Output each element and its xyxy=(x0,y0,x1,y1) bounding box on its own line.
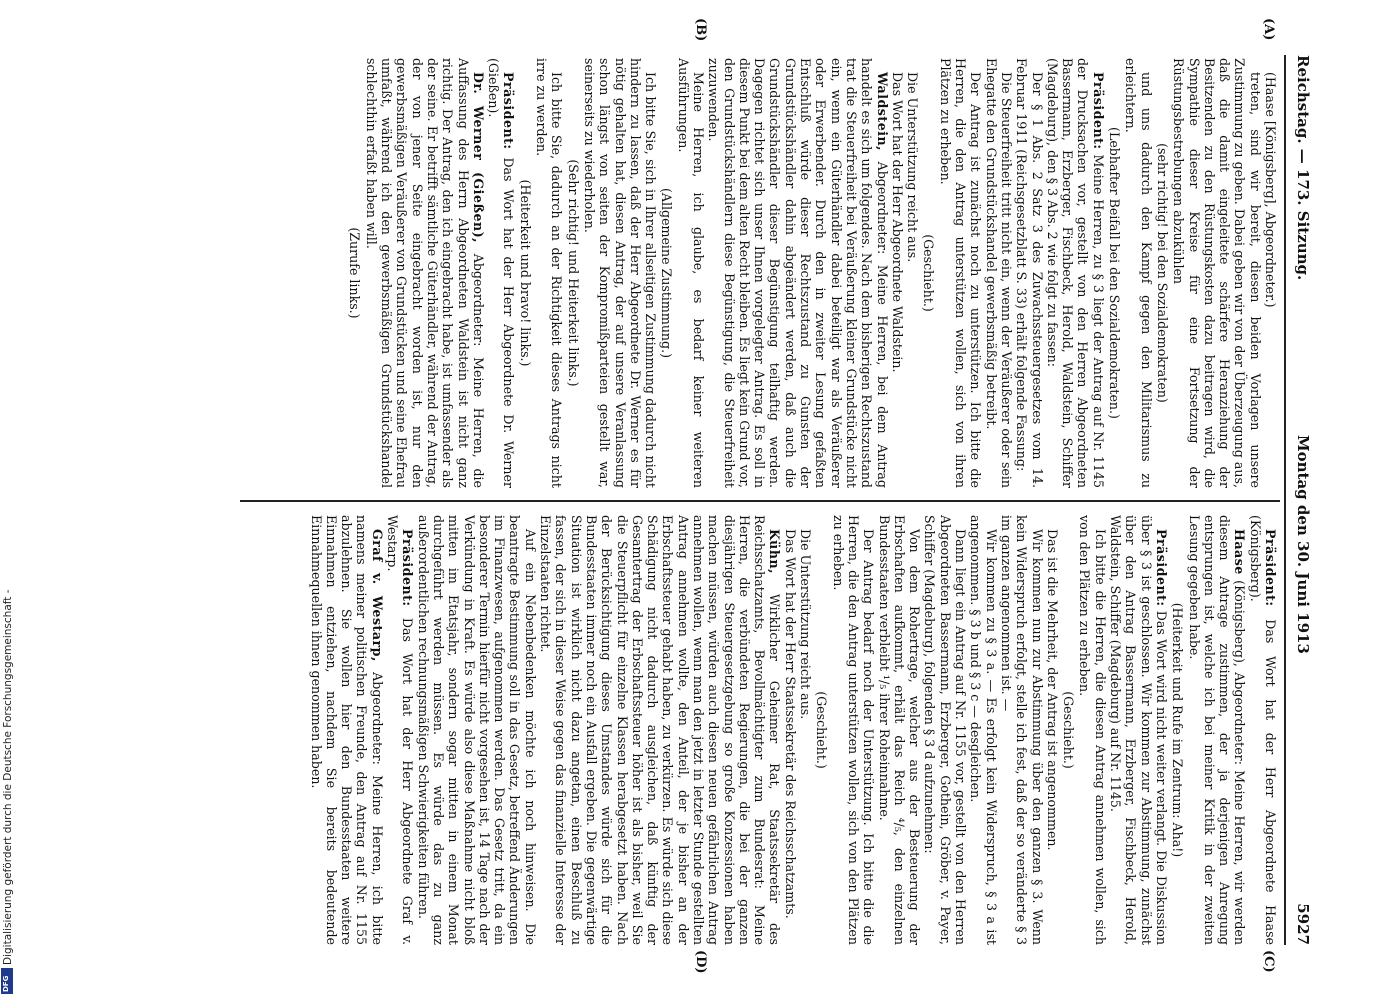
paragraph-text: Meine Herren, ich glaube, es bedarf keiner weiteren Ausführungen. xyxy=(675,58,707,488)
paragraph-text: (Lebhafter Beifall bei den Sozialdemokraten.) xyxy=(1107,127,1123,419)
paragraph xyxy=(385,515,416,945)
paragraph xyxy=(968,515,999,945)
paragraph-text: Dann liegt ein Antrag auf Nr. 1155 vor, gestellt von den Herren Abgeordneten Bassermann, Erzberger, Gothein, Gröber, v. Payer, Schiffer (Magdeburg), folgenden § 3 d aufzunehmen: xyxy=(922,515,969,945)
stage-direction xyxy=(347,58,362,488)
margin-mark-c: (C) xyxy=(1261,950,1276,973)
paragraph-text: (Geschieht.) xyxy=(1061,691,1077,769)
paragraph-text: Die Unterstützung reicht aus. xyxy=(798,529,814,720)
paragraph-text: (Heiterkeit und Rufe im Zentrum: Aha!) xyxy=(1170,602,1186,858)
paragraph-text: Von dem Rohertrage, welcher aus der Besteuerung der Erbschaften aufkommt, erhält das Reich ⁴/₅, den einzelnen Bundesstaaten verbleibt ¹/₅ ihrer Roheinnahme. xyxy=(876,515,923,945)
paragraph xyxy=(830,515,876,945)
paragraph xyxy=(983,58,1014,488)
paragraph-text: Die Steuerfreiheit tritt nicht ein, wenn der Veräußerer oder sein Ehegatte den Grundstückshandel gewerbsmäßig betreibt. xyxy=(983,58,1014,488)
dfg-logo-icon xyxy=(1,968,13,994)
paragraph-text: (Sehr richtig! und Heiterkeit links.) xyxy=(565,159,581,387)
paragraph-text: Abgeordneter: Meine Herren, die Auffassung des Herrn Abgeordneten Waldstein ist nicht ganz richtig. Der Antrag, den ich eingebracht habe, ist umfassender als der seine. Er betrifft sämtliche Güterhändler, während der Antrag, der von jener Seite eingebracht worden ist, nur den gewerbsmäßigen Veräußerer von Grundstücken und seine Ehefrau umfaßt, während ich den gewerbsmäßigen Grundstückshandel schlechthin erfaßt haben will. xyxy=(363,58,486,488)
header-rule xyxy=(1284,55,1286,945)
paragraph-text: Auf ein Nebenbedenken möchte ich noch hinweisen. Die beantragte Bestimmung soll in das Gesetz, betreffend Änderungen im Finanzwesen, aufgenommen werden. Das Gesetz tritt, da ein besonderer Termin hierfür nicht vorgesehen ist, 14 Tage nach der Verkündung in Kraft. Es würde also diese Maßnahme nicht bloß mitten im Etatsjahr, sondern sogar mitten in einem Monat durchgeführt werden müssen. Es würde das zu ganz außerordentlichen rechnungsmäßigen Schwierigkeiten führen. xyxy=(415,515,538,945)
speaker-name: Haase xyxy=(1232,529,1248,575)
stage-direction xyxy=(1107,58,1122,488)
stage-direction xyxy=(659,58,674,488)
paragraph-text: Das Wort hat der Herr Abgeordnete Graf v. Westarp. xyxy=(385,515,416,945)
paragraph xyxy=(1014,58,1045,488)
paragraph xyxy=(937,58,983,488)
right-text-column xyxy=(53,515,1278,945)
paragraph-text: Das Wort hat der Herr Abgeordnete Haase (Königsberg). xyxy=(1247,515,1278,945)
paragraph-text: Abgeordneter: Meine Herren, bei dem Antrag handelt es sich um folgendes. Nach dem bisherigen Rechtszustand trat die Steuerfreiheit bei Veräußerung kleiner Grundstücke nicht ein, wenn ein Güterhändler dabei beteiligt war als Veräußerer oder Erwerbender. Durch den in zweiter Lesung gefaßten Entschluß würde dieser Rechtszustand zu Gunsten der Grundstückshändler dahin abgeändert werden, daß auch die Grundstückshändler dieser Begünstigung teilhaftig werden. Dagegen richtet sich unser Ihnen vorgelegter Antrag. Es soll in diesem Punkt bei dem alten Recht bleiben. Es liegt kein Grund vor, den Grundstückshändlern diese Begünstigung, die Steuerfreiheit zuzuwenden. xyxy=(706,58,890,488)
margin-mark-a: (A) xyxy=(1261,18,1276,41)
paragraph-text: Wir kommen nun zur Abstimmung über den ganzen § 3. Wenn kein Widerspruch erfolgt, stelle ich fest, daß der so veränderte § 3 im ganzen angenommen ist. — xyxy=(998,515,1045,945)
stage-direction xyxy=(814,515,829,945)
paragraph xyxy=(999,515,1045,945)
paragraph xyxy=(1045,58,1106,488)
paragraph-text: Ich bitte die Herren, die diesen Antrag annehmen wollen, sich von den Plätzen zu erheben. xyxy=(1077,515,1108,945)
paragraph-text: Die Unterstützung reicht aus. xyxy=(905,72,921,263)
paragraph-text: (sehr richtig! bei den Sozialdemokraten) xyxy=(1154,143,1170,403)
paragraph xyxy=(1123,58,1154,488)
paragraph-text: Das Wort hat der Herr Staatssekretär des Reichsschatzamts. xyxy=(782,529,798,919)
paragraph-text: (Geschieht.) xyxy=(814,691,830,769)
paragraph-text: Wirklicher Geheimer Rat, Staatssekretär des Reichsschatzamts, Bevollmächtigter zum Bundesrat: Meine Herren, die verbündeten Regierungen, die bei der ganzen diesjährigen Steuergesetzgebung so große Konzessionen haben machen müssen, würden auch diesen neuen gefährlichen Antrag annehmen wollen, wenn man den jetzt in letzter Stunde gestellten Antrag annehmen wollte, den Anteil, der je bisher an der Erbschaftssteuer gehabt haben, zu verkürzen. Es würde sich diese Schädigung nicht dadurch ausgleichen, daß künftig der Gesamtertrag der Erbschaftssteuer höher ist als bisher, weil Sie die Steuerpflicht für einzelne Klassen herabgesetzt haben. Nach der Berücksichtigung dieses Umstandes würde sich für die Bundesstaaten immer noch ein Ausfall ergeben. Die gegenwärtige Situation ist wirklich nicht dazu angetan, einen Beschluß zu fassen, der sich in dieser Weise gegen das finanzielle Interesse der Einzelstaaten richtet. xyxy=(538,515,783,945)
paragraph xyxy=(534,58,565,488)
paragraph xyxy=(363,58,485,488)
speaker-name: Dr. Werner (Gießen), xyxy=(470,72,486,244)
speaker-name: Präsident: xyxy=(1090,72,1106,150)
paragraph-text: Das Wort hat der Herr Abgeordnete Dr. Werner (Gießen). xyxy=(486,58,517,488)
paragraph xyxy=(1077,515,1108,945)
header-session: Reichstag. — 173. Sitzung. xyxy=(1294,55,1312,281)
paragraph-text: (Heiterkeit und bravo! links.) xyxy=(517,179,533,367)
paragraph-text: Das ist die Mehrheit, der Antrag ist angenommen. xyxy=(1044,529,1060,851)
speaker-name: Waldstein, xyxy=(874,72,890,152)
speaker-name: Präsident: xyxy=(400,529,416,607)
paragraph xyxy=(922,515,968,945)
paragraph xyxy=(582,58,658,488)
paragraph-text: Abgeordneter: Meine Herren, ich bitte namens meiner politischen Freunde, den Antrag auf Nr. 1155 abzulehnen. Sie wollen hier den Bundesstaaten weitere Einnahmen entziehen, nachdem Sie bereits bedeutende Einnahmequellen ihnen genommen haben. xyxy=(308,515,385,945)
header-page-number: 5927 xyxy=(1294,903,1312,945)
paragraph xyxy=(675,58,706,488)
paragraph-text: (Königsberg), Abgeordneter: Meine Herren, wir werden diesem Antrage zustimmen, der ja derjenigen Anregung entsprungen ist, welche ich bei meiner Kritik in der zweiten Lesung gegeben habe. xyxy=(1186,515,1248,945)
paragraph-text: treten, sind wir bereit, diesen beiden Vorlagen unsere Zustimmung zu geben. Dabei geben wir von der Überzeugung aus, daß die damit eingeleitete schärfere Heranziehung der Besitzenden zu den Rüstungskosten dazu beitragen wird, die Sympathie dieser Kreise für eine Fortsetzung der Rüstungsbestrebungen abzukühlen xyxy=(1171,58,1263,488)
page-header xyxy=(1290,55,1312,945)
paragraph-text: Der § 1 Abs. 2 Satz 3 des Zuwachssteuergesetzes vom 14. Februar 1911 (Reichsgesetzblatt S. 33) erhält folgende Fassung: xyxy=(1014,58,1045,488)
paragraph xyxy=(798,515,813,945)
margin-mark-d: (D) xyxy=(693,950,708,974)
speaker-name: Präsident: xyxy=(1153,529,1169,607)
paragraph-text: (Haase [Königsberg], Abgeordneter.) xyxy=(1263,72,1278,308)
paragraph xyxy=(1186,515,1247,945)
speaker-name: Präsident: xyxy=(501,72,517,150)
paragraph-text: Meine Herren, zu § 3 liegt der Antrag auf Nr. 1145 der Drucksachen vor, gestellt von den Herren Abgeordneten Bassermann, Erzberger, Fischbeck, Herold, Waldstein, Schiffer (Magdeburg), den § 3 Abs. 2 wie folgt zu fassen: xyxy=(1044,58,1106,488)
paragraph-text: Der Antrag bedarf noch der Unterstützung. Ich bitte die die Herren, die den Antrag unterstützen wollen, sich von den Plätzen zu erheben. xyxy=(830,515,877,945)
stage-direction xyxy=(921,58,936,488)
paragraph xyxy=(706,58,890,488)
footer-credit: Digitalisierung gefördert durch die Deutsche Forschungsgemeinschaft - xyxy=(2,589,14,965)
paragraph xyxy=(1247,515,1278,945)
speaker-name: Präsident: xyxy=(1263,529,1278,607)
paragraph xyxy=(1171,58,1263,488)
paragraph-text: Ich bitte Sie, dadurch an der Richtigkeit dieses Antrags nicht irre zu werden. xyxy=(534,58,565,488)
paragraph xyxy=(905,58,920,488)
speaker-name: Graf v. Westarp, xyxy=(369,529,385,662)
paragraph-text: (Geschieht.) xyxy=(921,234,937,312)
left-text-column xyxy=(53,58,1278,488)
paragraph-text: (Zurufe links.) xyxy=(347,227,363,319)
paragraph xyxy=(1045,515,1060,945)
paragraph-text: Das Wort wird nicht weiter verlangt. Die Diskussion über § 3 ist geschlossen. Wir kommen zur Abstimmung, zunächst über den Antrag Bassermann, Erzberger, Fischbeck, Herold, Waldstein, Schiffer (Magdeburg) auf Nr. 1145. xyxy=(1108,515,1169,945)
speaker-name: Kühn, xyxy=(767,529,783,575)
paragraph xyxy=(876,515,922,945)
paragraph-text: Ich bitte Sie, sich in Ihrer allseitigen Zustimmung dadurch nicht hindern zu lassen, daß der Herr Abgeordnete Dr. Werner es für nötig gehalten hat, diesen Antrag, der auf unsere Veranlassung schon längst von seiten der Kompromißparteien gestellt war, seinerseits zu wiederholen. xyxy=(581,58,659,488)
paragraph xyxy=(1263,58,1278,488)
stage-direction xyxy=(1170,515,1185,945)
column-divider xyxy=(240,500,1280,502)
paragraph xyxy=(486,58,517,488)
header-date: Montag den 30. Juni 1913 xyxy=(1294,435,1312,654)
paragraph-text: Wir kommen zu § 3 a. — Es erfolgt kein Widerspruch, § 3 a ist angenommen. § 3 b und § 3 c — desgleichen. xyxy=(968,515,999,945)
dfg-logo-text: DFG xyxy=(2,975,10,992)
paragraph xyxy=(308,515,384,945)
paragraph xyxy=(783,515,798,945)
paragraph xyxy=(538,515,783,945)
margin-mark-b: (B) xyxy=(693,18,708,42)
paragraph-text: und uns dadurch den Kampf gegen den Militarismus zu erleichtern. xyxy=(1123,58,1154,488)
paragraph xyxy=(415,515,537,945)
stage-direction xyxy=(565,58,580,488)
stage-direction xyxy=(517,58,532,488)
paragraph xyxy=(890,58,905,488)
paragraph xyxy=(1108,515,1169,945)
stage-direction xyxy=(1061,515,1076,945)
paragraph-text: Der Antrag ist zunächst noch zu unterstützen. Ich bitte die Herren, die den Antrag unterstützen wollen, sich von ihren Plätzen zu erheben. xyxy=(937,58,984,488)
paragraph-text: Das Wort hat der Herr Abgeordnete Waldstein. xyxy=(889,72,905,373)
stage-direction xyxy=(1155,58,1170,488)
paragraph-text: (Allgemeine Zustimmung.) xyxy=(659,187,675,359)
